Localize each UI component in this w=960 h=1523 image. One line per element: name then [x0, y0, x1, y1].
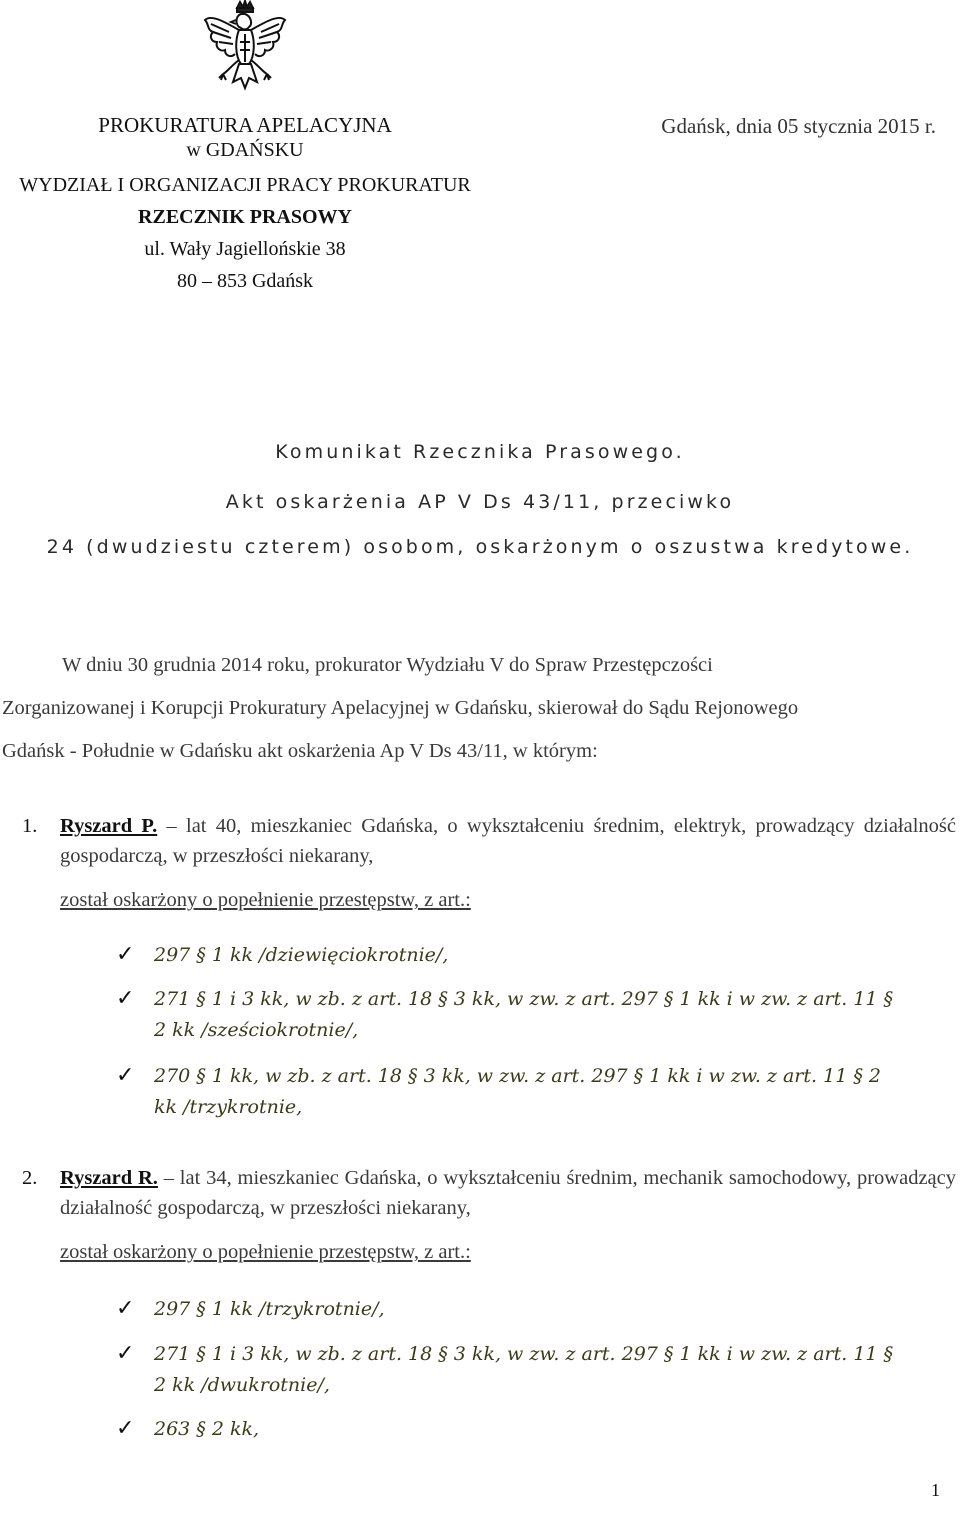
checkmark-icon: ✓ — [116, 1296, 135, 1321]
title-line-1: Komunikat Rzecznika Prasowego. — [275, 441, 685, 463]
defendant-name: Ryszard P. — [60, 815, 158, 837]
article-item: 297 § 1 kk /trzykrotnie/, — [154, 1298, 385, 1320]
article-item: 270 § 1 kk, w zb. z art. 18 § 3 kk, w zw. z art. 297 § 1 kk i w zw. z art. 11 § 2 kk /trzykrotnie, — [154, 1065, 881, 1118]
charged-label: został oskarżony o popełnienie przestępstw, z art.: — [60, 889, 471, 911]
defendant-description: – lat 34, mieszkaniec Gdańska, o wykształceniu średnim, mechanik samochodowy, prowadzący działalność gospodarczą, w przeszłości niekarany, — [60, 1167, 956, 1219]
checkmark-icon: ✓ — [116, 1416, 135, 1441]
intro-line-3: Gdańsk - Południe w Gdańsku akt oskarżenia Ap V Ds 43/11, w którym: — [2, 740, 598, 762]
title-line-2: Akt oskarżenia AP V Ds 43/11, przeciwko — [225, 491, 735, 513]
checkmark-icon: ✓ — [116, 1341, 135, 1366]
department-name: WYDZIAŁ I ORGANIZACJI PRACY PROKURATUR — [19, 174, 471, 196]
title-line-3: 24 (dwudziestu czterem) osobom, oskarżonym o oszustwa kredytowe. — [46, 536, 914, 558]
street-address: ul. Wały Jagiellońskie 38 — [144, 238, 346, 260]
document-date: Gdańsk, dnia 05 stycznia 2015 r. — [661, 114, 936, 138]
intro-line-2: Zorganizowanej i Korupcji Prokuratury Apelacyjnej w Gdańsku, skierował do Sądu Rejonowego — [2, 697, 799, 719]
article-item: 263 § 2 kk, — [154, 1418, 260, 1440]
checkmark-icon: ✓ — [116, 1063, 135, 1088]
page-number: 1 — [931, 1480, 940, 1500]
charged-label: został oskarżony o popełnienie przestępstw, z art.: — [60, 1241, 471, 1263]
defendant-entry — [22, 1163, 956, 1223]
defendant-entry — [22, 811, 956, 871]
article-item: 297 § 1 kk /dziewięciokrotnie/, — [154, 944, 449, 966]
polish-eagle-emblem — [199, 0, 291, 104]
defendant-number: 1. — [22, 815, 38, 837]
defendant-description: – lat 40, mieszkaniec Gdańska, o wykształceniu średnim, elektryk, prowadzący działalność gospodarczą, w przeszłości niekarany, — [60, 815, 956, 867]
office-city: w GDAŃSKU — [186, 139, 304, 161]
article-item: 271 § 1 i 3 kk, w zb. z art. 18 § 3 kk, w zw. z art. 297 § 1 kk i w zw. z art. 11 § 2 kk /dwukrotnie/, — [154, 1343, 894, 1396]
press-spokesman-label: RZECZNIK PRASOWY — [138, 206, 352, 228]
checkmark-icon: ✓ — [116, 986, 135, 1011]
postal-address: 80 – 853 Gdańsk — [176, 270, 314, 292]
defendant-name: Ryszard R. — [60, 1167, 158, 1189]
intro-line-1: W dniu 30 grudnia 2014 roku, prokurator Wydziału V do Spraw Przestępczości — [62, 654, 713, 676]
office-name: PROKURATURA APELACYJNA — [98, 113, 392, 137]
checkmark-icon: ✓ — [116, 942, 135, 967]
defendant-number: 2. — [22, 1167, 38, 1189]
article-item: 271 § 1 i 3 kk, w zb. z art. 18 § 3 kk, w zw. z art. 297 § 1 kk i w zw. z art. 11 § 2 kk /sześciokrotnie/, — [154, 988, 894, 1041]
